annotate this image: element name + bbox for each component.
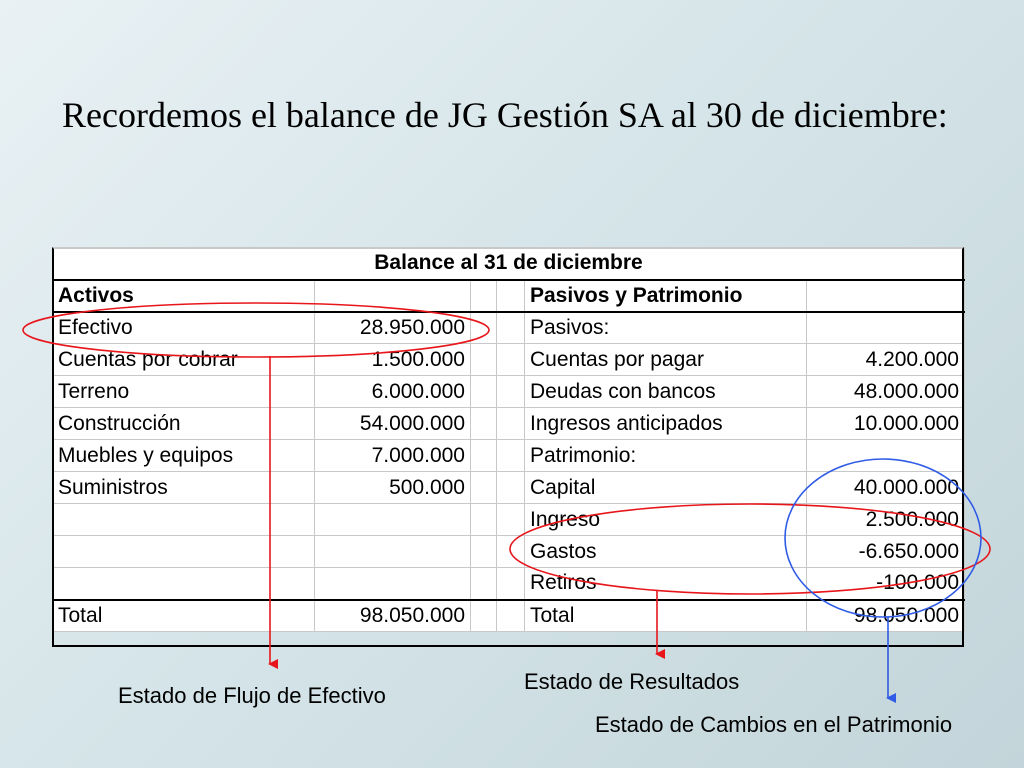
- liability-label: Cuentas por pagar: [525, 344, 807, 376]
- total-assets-value: 98.050.000: [315, 600, 471, 632]
- liability-value: -6.650.000: [807, 536, 965, 568]
- asset-value: 6.000.000: [315, 376, 471, 408]
- total-assets-label: Total: [53, 600, 315, 632]
- label-estado-patrimonio: Estado de Cambios en el Patrimonio: [595, 712, 953, 737]
- asset-value: 7.000.000: [315, 440, 471, 472]
- liability-value: -100.000: [807, 568, 965, 600]
- label-estado-flujo: Estado de Flujo de Efectivo: [118, 683, 386, 708]
- liability-value: 2.500.000: [807, 504, 965, 536]
- liability-label: Ingresos anticipados: [525, 408, 807, 440]
- asset-label: Terreno: [53, 376, 315, 408]
- column-header-activos: Activos: [53, 280, 315, 312]
- liability-label: Ingreso: [525, 504, 807, 536]
- liability-label: Deudas con bancos: [525, 376, 807, 408]
- asset-value: 28.950.000: [315, 312, 471, 344]
- liability-label: Patrimonio:: [525, 440, 807, 472]
- liability-value: 48.000.000: [807, 376, 965, 408]
- patrimonio-highlight-ellipse: [785, 459, 981, 617]
- column-header-pasivos: Pasivos y Patrimonio: [525, 280, 807, 312]
- liability-value: 10.000.000: [807, 408, 965, 440]
- asset-value: 54.000.000: [315, 408, 471, 440]
- liability-value: 4.200.000: [807, 344, 965, 376]
- liability-label: Capital: [525, 472, 807, 504]
- resultados-highlight-ellipse: [510, 504, 990, 594]
- liability-label: Retiros: [525, 568, 807, 600]
- liability-value: 40.000.000: [807, 472, 965, 504]
- liability-label: Pasivos:: [525, 312, 807, 344]
- total-liabilities-value: 98.050.000: [807, 600, 965, 632]
- asset-value: 1.500.000: [315, 344, 471, 376]
- asset-label: Efectivo: [53, 312, 315, 344]
- total-liabilities-label: Total: [525, 600, 807, 632]
- asset-label: Muebles y equipos: [53, 440, 315, 472]
- efectivo-highlight-ellipse: [23, 303, 489, 357]
- balance-heading: Balance al 31 de diciembre: [53, 248, 965, 280]
- label-estado-resultados: Estado de Resultados: [524, 669, 740, 694]
- asset-value: 500.000: [315, 472, 471, 504]
- slide-title: Recordemos el balance de JG Gestión SA al 30 de diciembre:: [62, 95, 948, 135]
- liability-label: Gastos: [525, 536, 807, 568]
- asset-label: Construcción: [53, 408, 315, 440]
- asset-label: Suministros: [53, 472, 315, 504]
- asset-label: Cuentas por cobrar: [53, 344, 315, 376]
